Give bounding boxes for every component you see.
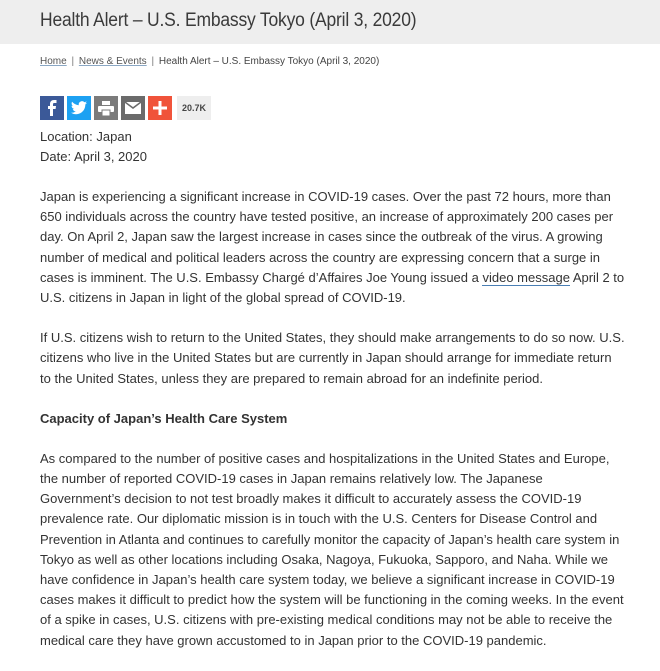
breadcrumb-home-link[interactable]: Home: [40, 56, 67, 67]
print-icon: [98, 101, 114, 116]
print-button[interactable]: [94, 96, 118, 120]
email-share-button[interactable]: [121, 96, 145, 120]
article-meta: [40, 127, 147, 167]
page-header: [0, 0, 660, 44]
facebook-share-button[interactable]: [40, 96, 64, 120]
section-heading: Capacity of Japan’s Health Care System: [40, 410, 288, 426]
breadcrumb-current: Health Alert – U.S. Embassy Tokyo (April 3, 2020): [158, 56, 380, 67]
page-title: Health Alert – U.S. Embassy Tokyo (April 3, 2020): [40, 10, 417, 31]
more-share-button[interactable]: [148, 96, 172, 120]
paragraph: [40, 187, 625, 308]
share-count: 20.7K: [177, 96, 211, 120]
breadcrumb-separator: |: [71, 56, 75, 67]
facebook-icon: [46, 100, 58, 116]
date-text: Date: April 3, 2020: [40, 149, 147, 164]
paragraph-text: Japan is experiencing a significant increase in COVID-19 cases. Over the past 72 hours, more than 650 individuals across the country have tested positive, an increase of approximately 200 cases per day. On April 2, Japan saw the largest increase in cases since the outbreak of the virus. A growing number of medical and political leaders across the country are expressing concern that a surge in cases is imminent. The U.S. Embassy Chargé d’Affaires Joe Young issued a: [40, 189, 614, 285]
breadcrumb: [0, 44, 660, 70]
paragraph: As compared to the number of positive cases and hospitalizations in the United States and Europe, the number of reported COVID-19 cases in Japan remains relatively low. The Japanese Government’s decision to not test broadly makes it difficult to accurately assess the COVID-19 prevalence rate. Our diplomatic mission is in touch with the U.S. Centers for Disease Control and Prevention in Atlanta and continues to carefully monitor the capacity of Japan’s health care system in Tokyo as well as other locations including Osaka, Nagoya, Fukuoka, Sapporo, and Naha. While we have confidence in Japan’s health care system today, we believe a significant increase in COVID-19 cases makes it difficult to predict how the system will be functioning in the coming weeks. In the event of a spike in cases, U.S. citizens with pre-existing medical conditions may not be able to receive the medical care they have grown accustomed to in Japan prior to the COVID-19 pandemic.: [40, 450, 624, 648]
breadcrumb-separator: |: [151, 56, 155, 67]
breadcrumb-news-events-link[interactable]: News & Events: [78, 56, 147, 67]
location-text: Location: Japan: [40, 129, 132, 144]
paragraph-text: April 2 to U.S. citizens in Japan in light of the global spread of COVID-19.: [40, 269, 625, 306]
video-message-link[interactable]: video message: [482, 269, 570, 285]
twitter-share-button[interactable]: [67, 96, 91, 120]
twitter-icon: [71, 101, 87, 115]
email-icon: [125, 102, 141, 114]
plus-icon: [153, 101, 167, 115]
article-body: [40, 187, 625, 671]
share-bar: [40, 96, 211, 120]
paragraph: If U.S. citizens wish to return to the United States, they should make arrangements to do so now. U.S. citizens who live in the United States but are currently in Japan should arrange for immediate return to the United States, unless they are prepared to remain abroad for an indefinite period.: [40, 330, 625, 386]
